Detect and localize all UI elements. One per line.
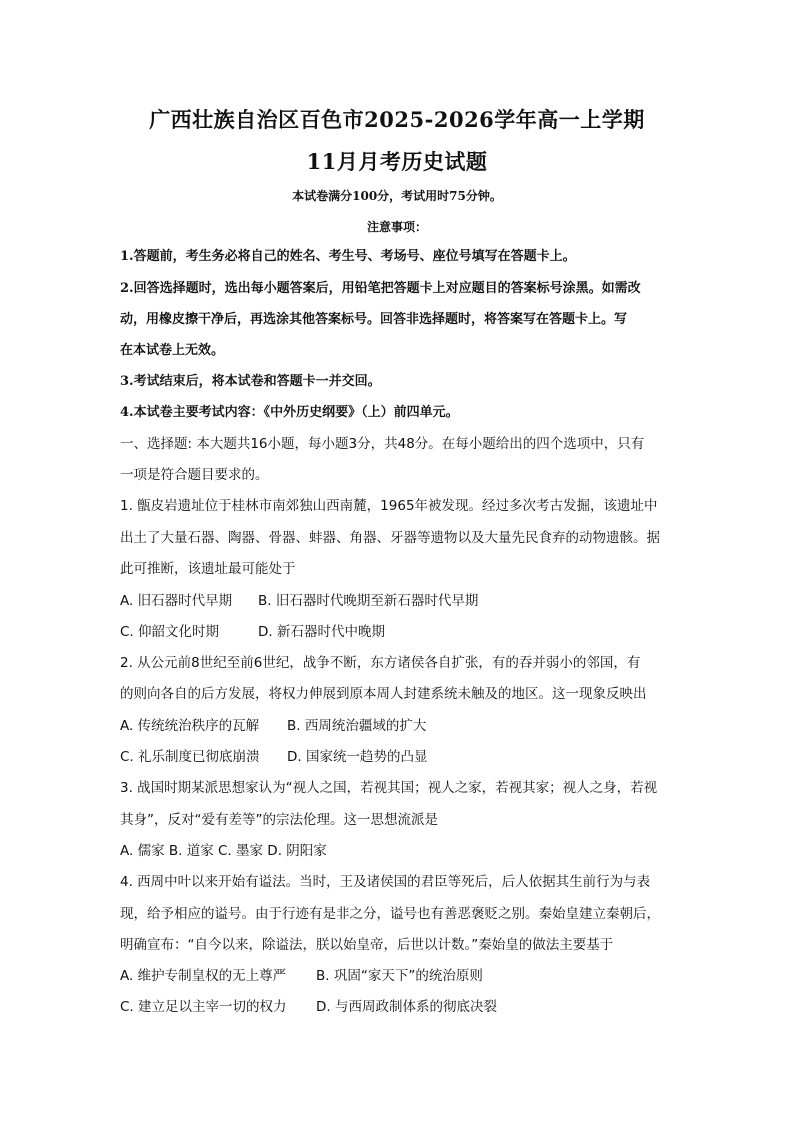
question-3-line1: 3. 战国时期某派思想家认为“视人之国，若视其国；视人之家，若视其家；视人之身，若视 [120,780,658,796]
question-3-line2: 其身”，反对“爱有差等”的宗法伦理。这一思想流派是 [120,812,438,828]
question-4-option-d: D. 与西周政制体系的彻底决裂 [316,999,497,1015]
question-4-option-a: A. 维护专制皇权的无上尊严 [120,968,287,984]
question-1-line1: 1. 甑皮岩遗址位于桂林市南郊独山西南麓，1965年被发现。经过多次考古发掘，该遗址中 [120,498,658,514]
note-2-line1: 2.回答选择题时，选出每小题答案后，用铅笔把答题卡上对应题目的答案标号涂黑。如需改 [120,281,641,296]
question-2-option-a: A. 传统统治秩序的瓦解 [120,718,260,734]
section-1-instructions-line2: 一项是符合题目要求的。 [120,467,269,483]
question-2-option-b: B. 西周统治疆域的扩大 [287,718,427,734]
question-2-line2: 的则向各自的后方发展，将权力伸展到原本周人封建系统未触及的地区。这一现象反映出 [120,686,647,702]
question-1-option-d: D. 新石器时代中晚期 [258,624,385,640]
question-4-option-b: B. 巩固“家天下”的统治原则 [316,968,483,984]
score-time-note: 本试卷满分100分，考试用时75分钟。 [292,189,502,203]
note-3: 3.考试结束后，将本试卷和答题卡一并交回。 [120,374,381,389]
note-2-line3: 在本试卷上无效。 [120,343,225,358]
question-4-line3: 明确宣布：“自今以来，除谥法，朕以始皇帝，后世以计数。”秦始皇的做法主要基于 [120,937,614,953]
question-1-line2: 出土了大量石器、陶器、骨器、蚌器、角器、牙器等遗物以及大量先民食弃的动物遗骸。据 [120,530,660,546]
note-4: 4.本试卷主要考试内容：《中外历史纲要》（上）前四单元。 [120,405,459,420]
question-1-option-c: C. 仰韶文化时期 [120,624,220,640]
question-4-line1: 4. 西周中叶以来开始有谥法。当时，王及诸侯国的君臣等死后，后人依据其生前行为与表 [120,874,651,890]
question-4-line2: 现，给予相应的谥号。由于行迹有是非之分，谥号也有善恶褒贬之别。秦始皇建立秦朝后， [120,906,660,922]
question-1-option-a: A. 旧石器时代早期 [120,593,233,609]
question-2-option-c: C. 礼乐制度已彻底崩溃 [120,749,260,765]
exam-title-line2: 11月月考历史试题 [306,149,488,174]
exam-title-line1: 广西壮族自治区百色市2025-2026学年高一上学期 [149,107,645,132]
question-2-option-d: D. 国家统一趋势的凸显 [287,749,428,765]
note-1: 1.答题前，考生务必将自己的姓名、考生号、考场号、座位号填写在答题卡上。 [120,249,576,264]
question-4-option-c: C. 建立足以主宰一切的权力 [120,999,287,1015]
note-2-line2: 动，用橡皮擦干净后，再选涂其他答案标号。回答非选择题时，将答案写在答题卡上。写 [120,312,628,327]
notes-heading: 注意事项： [366,220,427,234]
section-1-instructions-line1: 一、选择题: 本大题共16小题，每小题3分，共48分。在每小题给出的四个选项中，只有 [120,436,645,452]
question-2-line1: 2. 从公元前8世纪至前6世纪，战争不断，东方诸侯各自扩张，有的吞并弱小的邻国，有 [120,655,641,671]
question-1-option-b: B. 旧石器时代晚期至新石器时代早期 [258,593,479,609]
question-3-options: A. 儒家 B. 道家 C. 墨家 D. 阴阳家 [120,843,327,859]
question-1-line3: 此可推断，该遗址最可能处于 [120,561,296,577]
